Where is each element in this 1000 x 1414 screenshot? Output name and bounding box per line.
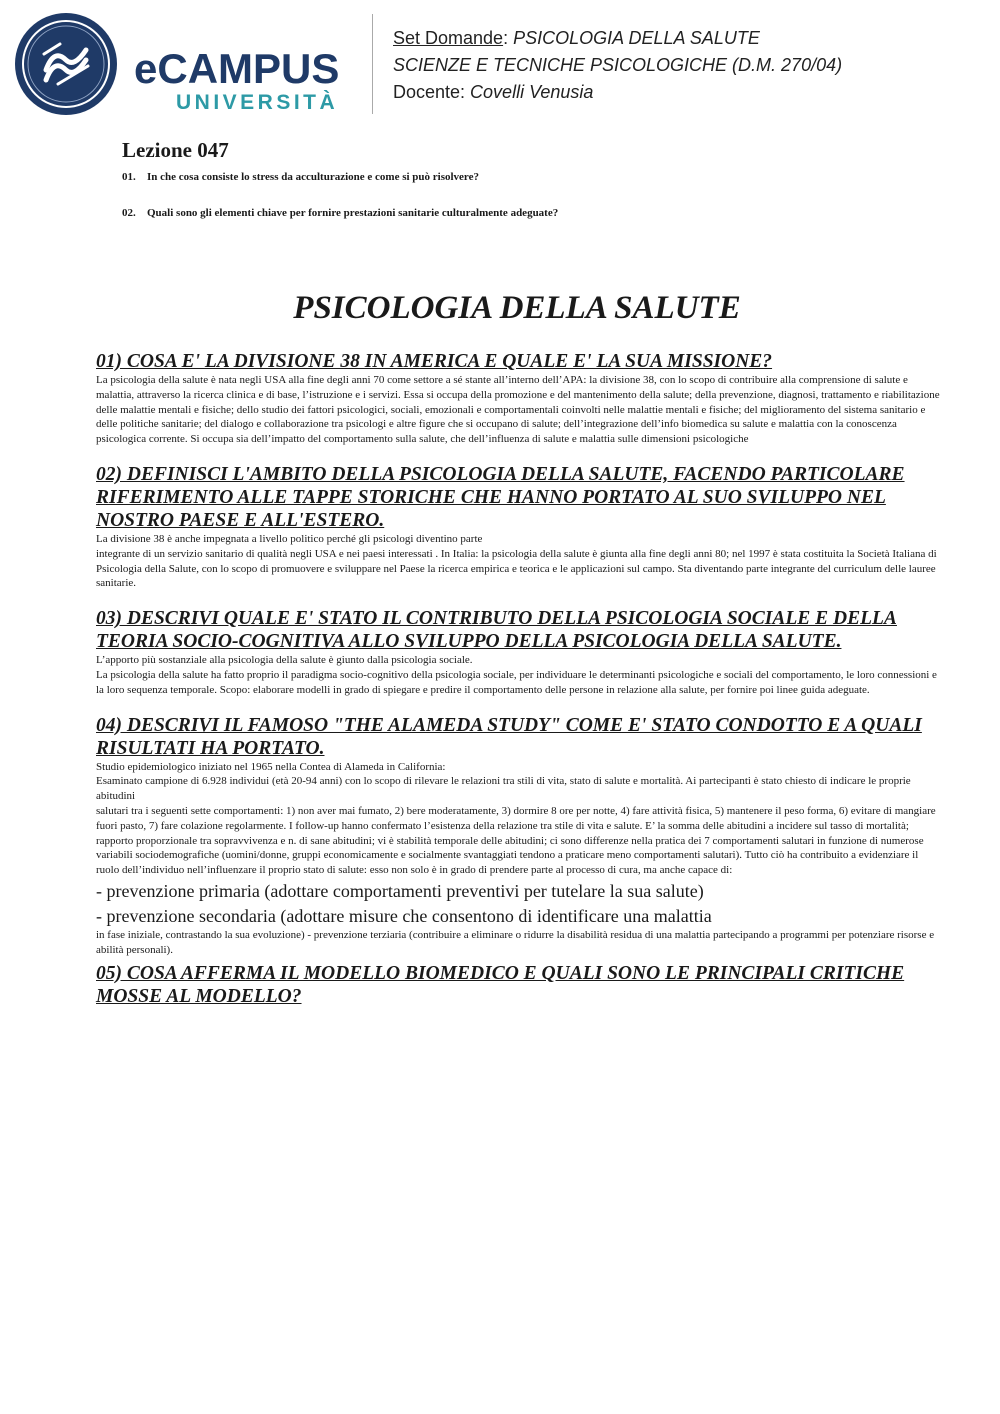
section-body xyxy=(96,373,942,447)
section-02 xyxy=(96,463,942,591)
docente-label: Docente: xyxy=(393,82,471,102)
section-paragraph: L’apporto più sostanziale alla psicologia della salute è giunto dalla psicologia sociale. xyxy=(96,654,473,667)
degree-name: SCIENZE E TECNICHE PSICOLOGICHE (D.M. 270/04) xyxy=(393,55,843,75)
section-body xyxy=(96,760,942,878)
section-heading: 02) DEFINISCI L'AMBITO DELLA PSICOLOGIA DELLA SALUTE, FACENDO PARTICOLARE RIFERIMENTO ALLE TAPPE STORICHE CHE HANNO PORTATO AL SUO SVILUPPO NEL NOSTRO PAESE E ALL'ESTERO. xyxy=(96,463,905,531)
course-name: PSICOLOGIA DELLA SALUTE xyxy=(513,28,760,48)
course-line xyxy=(393,25,842,52)
secondary-prevention-line: - prevenzione secondaria (adottare misure che consentono di identificare una malattia xyxy=(96,905,712,926)
docente-line xyxy=(393,79,842,106)
questions-content xyxy=(96,350,942,1024)
document-title: PSICOLOGIA DELLA SALUTE xyxy=(293,290,741,326)
section-paragraph: Esaminato campione di 6.928 individui (età 20-94 anni) con lo scopo di rilevare le relazioni tra stili di vita, stato di salute e mortalità. Ai partecipanti è stato chiesto di indicare le proprie abitudini xyxy=(96,775,911,803)
section-paragraph: salutari tra i seguenti sette comportamenti: 1) non aver mai fumato, 2) bere moderatamente, 3) dormire 8 ore per notte, 4) fare attività fisica, 5) mantenere il peso forma, 6) evitare di mangiare fuori pasto, 7) fare colazione regolarmente. I follow-up hanno confermato l’esistenza della relazione tra stile di vita e salute. E’ la somma delle abitudini a incidere sul tasso di mortalità; rapporto proporzionale tra sopravvivenza e n. di sane abitudini; vi è stabilità temporale delle abitudini; ci sono differenze nella pratica dei 7 comportamenti salutari in funzione di numerose variabili sociodemografiche (uomini/donne, gruppi economicamente e socialmente svantaggiati tendono a praticare meno comportamenti salutari). Tutto ciò ha contribuito a evidenziare il ruolo dell’individuo nell’influenzare il proprio stato di salute: esso non solo è in grado di prendere parte al processo di cura, ma anche capace di: xyxy=(96,804,936,877)
section-paragraph: integrante di un servizio sanitario di qualità negli USA e nei paesi interessati . In Italia: la psicologia della salute è giunta alla fine degli anni 80; nel 1997 è stata costituita la Società Italiana di Psicologia della Salute, con lo scopo di promuovere e sviluppare nel Paese la ricerca empirica e teorica e le applicazioni sul campo. Sta diventando parte integrante del curriculum delle lauree sanitarie. xyxy=(96,547,937,590)
section-body xyxy=(96,532,942,591)
section-heading: 03) DESCRIVI QUALE E' STATO IL CONTRIBUTO DELLA PSICOLOGIA SOCIALE E DELLA TEORIA SOCIO-COGNITIVA ALLO SVILUPPO DELLA PSICOLOGIA DELLA SALUTE. xyxy=(96,608,897,653)
set-colon: : xyxy=(503,28,514,48)
set-label: Set Domande xyxy=(393,28,504,48)
course-info xyxy=(393,25,842,106)
section-paragraph: malattia, attraverso la ricerca clinica e di base, l’istruzione e i servizi. Essa si occupa della promozione e del mantenimento della salute; della prevenzione, diagnosi, trattamento e riabilitazione delle malattie mentali e fisiche; dello studio dei fattori psicologici, sociali, emozionali e comportamentali coinvolti nelle malattie mentali e fisiche; del miglioramento del sistema sanitario e delle politiche sanitarie; del dialogo e collaborazione tra psicologi e altre figure che si occupano di salute; dell’integrazione dell’info biomedica su salute e malattia con la conoscenza psicologica corrente. Si occupa sia dell’impatto del comportamento sulla salute, che dell’influenza di salute e malattia sulle dimensioni psicologiche xyxy=(96,388,940,446)
lesson-question-text: In che cosa consiste lo stress da acculturazione e come si può risolvere? xyxy=(147,171,479,183)
lesson-title: Lezione 047 xyxy=(122,138,229,162)
section-paragraph: La divisione 38 è anche impegnata a livello politico perché gli psicologi diventino parte xyxy=(96,532,483,545)
lesson-question-number: 01. xyxy=(122,171,136,183)
primary-prevention-line: - prevenzione primaria (adottare comportamenti preventivi per tutelare la sua salute) xyxy=(96,880,704,901)
section-01 xyxy=(96,350,942,447)
logo-wordmark: eCAMPUS xyxy=(134,45,340,92)
section-04 xyxy=(96,714,942,958)
section-heading: 01) COSA E' LA DIVISIONE 38 IN AMERICA E QUALE E' LA SUA MISSIONE? xyxy=(96,351,773,372)
lesson-block xyxy=(122,138,942,220)
section-body xyxy=(96,928,942,958)
header-divider xyxy=(372,14,373,114)
ecampus-logo xyxy=(14,12,364,118)
docente-name: Covelli Venusia xyxy=(470,82,594,102)
section-body xyxy=(96,653,942,697)
lesson-question-number: 02. xyxy=(122,207,136,219)
section-paragraph: in fase iniziale, contrastando la sua evoluzione) - prevenzione terziaria (contribuire a eliminare o ridurre la disabilità residua di una malattia partecipando a programmi per potenziare risorse e abilità personali). xyxy=(96,928,935,956)
section-heading: 04) DESCRIVI IL FAMOSO "THE ALAMEDA STUDY" COME E' STATO CONDOTTO E A QUALI RISULTATI HA PORTATO. xyxy=(96,714,922,759)
section-heading: 05) COSA AFFERMA IL MODELLO BIOMEDICO E QUALI SONO LE PRINCIPALI CRITICHE MOSSE AL MODELLO? xyxy=(96,962,905,1007)
ecampus-emblem-icon xyxy=(14,12,118,116)
lesson-question-text: Quali sono gli elementi chiave per fornire prestazioni sanitarie culturalmente adeguate? xyxy=(147,207,559,219)
section-paragraph: La psicologia della salute è nata negli USA alla fine degli anni 70 come settore a sé stante all’interno dell’APA: la divisione 38, con lo scopo di contribuire alla comprensione di salute e xyxy=(96,374,908,386)
lesson-question xyxy=(122,170,942,184)
section-05 xyxy=(96,962,942,1008)
section-paragraph: La psicologia della salute ha fatto proprio il paradigma socio-cognitivo della psicologia sociale, per individuare le determinanti psicologiche e sociali del comportamento, le loro connessioni e la loro sequenza temporale. Scopo: elaborare modelli in grado di spiegare e predire il comportamento delle persone in relazione alla salute, per fornire poi linee guida adeguate. xyxy=(96,668,937,696)
section-03 xyxy=(96,607,942,697)
logo-subtitle: UNIVERSITÀ xyxy=(176,91,339,114)
lesson-question xyxy=(122,206,942,220)
section-paragraph: Studio epidemiologico iniziato nel 1965 nella Contea di Alameda in California: xyxy=(96,760,446,773)
